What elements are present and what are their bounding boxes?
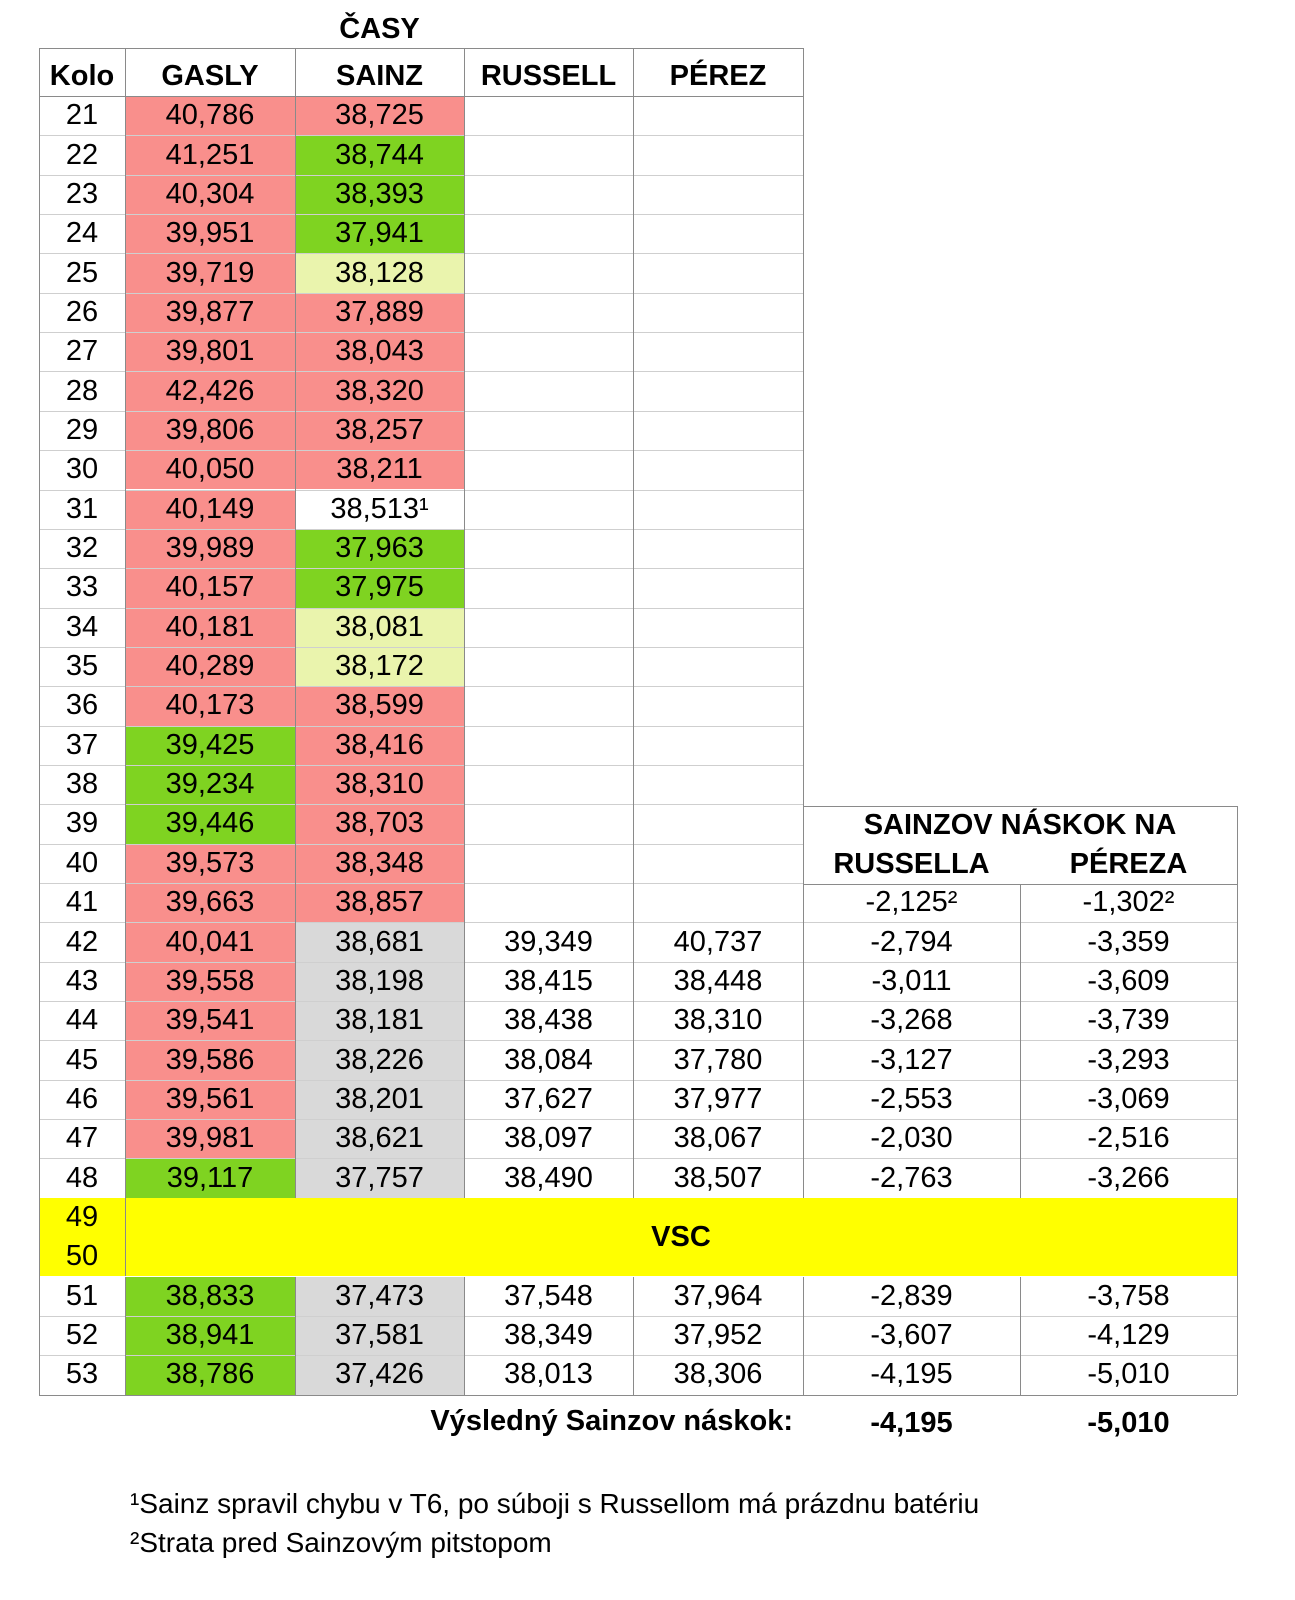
sainz-cell: 37,581 bbox=[295, 1316, 464, 1355]
row-separator bbox=[39, 883, 803, 884]
gap-russell-cell: -3,268 bbox=[870, 1004, 953, 1037]
sainz-cell: 37,757 bbox=[295, 1158, 464, 1197]
perez-cell bbox=[633, 529, 803, 568]
perez-cell bbox=[633, 371, 803, 410]
russell-cell bbox=[464, 450, 633, 489]
sainz-cell: 37,941 bbox=[295, 214, 464, 253]
perez-cell: 37,964 bbox=[673, 1279, 763, 1312]
right-border bbox=[1237, 806, 1238, 1395]
row-separator bbox=[39, 1001, 803, 1002]
gap-russell-cell: -3,011 bbox=[871, 964, 952, 997]
gap-russell-cell: -2,839 bbox=[870, 1279, 953, 1312]
row-separator bbox=[39, 804, 803, 805]
gasly-cell: 39,234 bbox=[125, 765, 295, 804]
row-separator bbox=[39, 1040, 803, 1041]
perez-cell bbox=[633, 608, 803, 647]
russell-cell: 38,097 bbox=[504, 1122, 593, 1155]
lap-cell: 36 bbox=[65, 689, 99, 722]
sainz-cell: 37,473 bbox=[295, 1277, 464, 1316]
vsc-lap-cell: 49 bbox=[65, 1200, 99, 1233]
gasly-cell: 40,050 bbox=[125, 450, 295, 489]
lap-cell: 24 bbox=[65, 217, 99, 250]
column-border bbox=[803, 1277, 804, 1395]
gap-perez-cell: -5,010 bbox=[1087, 1358, 1170, 1391]
column-border bbox=[125, 48, 126, 1198]
lap-cell: 45 bbox=[65, 1043, 99, 1076]
row-separator bbox=[39, 175, 803, 176]
sainz-cell: 38,181 bbox=[295, 1001, 464, 1040]
lap-cell: 28 bbox=[65, 374, 99, 407]
lap-cell: 35 bbox=[65, 650, 99, 683]
russell-cell bbox=[464, 175, 633, 214]
perez-cell bbox=[633, 450, 803, 489]
perez-cell: 38,310 bbox=[673, 1004, 763, 1037]
column-border bbox=[464, 1277, 465, 1395]
perez-cell bbox=[633, 490, 803, 529]
lap-cell: 37 bbox=[65, 728, 99, 761]
row-separator bbox=[39, 962, 803, 963]
gap-perez-cell: -2,516 bbox=[1087, 1122, 1170, 1155]
lap-cell: 25 bbox=[65, 256, 99, 289]
row-separator bbox=[39, 765, 803, 766]
row-separator bbox=[39, 1158, 803, 1159]
gasly-cell: 39,806 bbox=[125, 411, 295, 450]
row-separator bbox=[39, 135, 803, 136]
gasly-cell: 39,446 bbox=[125, 804, 295, 843]
sainz-cell: 38,744 bbox=[295, 135, 464, 174]
lap-cell: 47 bbox=[65, 1122, 99, 1155]
perez-cell bbox=[633, 253, 803, 292]
gap-russell-cell: -2,794 bbox=[870, 925, 953, 958]
gasly-cell: 39,951 bbox=[125, 214, 295, 253]
lap-cell: 32 bbox=[65, 532, 99, 565]
perez-cell bbox=[633, 96, 803, 135]
russell-cell: 38,490 bbox=[504, 1161, 593, 1194]
lap-cell: 31 bbox=[65, 492, 99, 525]
gap-perez-cell: -3,359 bbox=[1087, 925, 1170, 958]
russell-cell: 39,349 bbox=[504, 925, 593, 958]
sainz-cell: 38,513¹ bbox=[295, 490, 464, 529]
row-separator bbox=[39, 371, 803, 372]
sainz-cell: 37,975 bbox=[295, 568, 464, 607]
row-separator bbox=[39, 529, 803, 530]
row-separator bbox=[39, 922, 803, 923]
sainz-cell: 38,681 bbox=[295, 922, 464, 961]
final-perez: -5,010 bbox=[1087, 1406, 1170, 1439]
table-top-border bbox=[39, 48, 803, 49]
gasly-cell: 39,719 bbox=[125, 253, 295, 292]
gap-perez-cell: -3,266 bbox=[1087, 1161, 1170, 1194]
russell-cell bbox=[464, 135, 633, 174]
gasly-cell: 39,877 bbox=[125, 293, 295, 332]
row-separator bbox=[39, 1316, 1237, 1317]
sainz-cell: 38,172 bbox=[295, 647, 464, 686]
gap-russell-cell: -2,030 bbox=[870, 1122, 953, 1155]
sainz-cell: 37,889 bbox=[295, 293, 464, 332]
sainz-cell: 38,621 bbox=[295, 1119, 464, 1158]
perez-cell bbox=[633, 411, 803, 450]
lap-cell: 41 bbox=[65, 886, 99, 919]
perez-cell bbox=[633, 804, 803, 843]
lap-cell: 34 bbox=[65, 610, 99, 643]
footnote-1: ¹Sainz spravil chybu v T6, po súboji s Russellom má prázdnu batériu bbox=[130, 1488, 980, 1519]
russell-cell bbox=[464, 765, 633, 804]
header-perez: PÉREZ bbox=[669, 60, 767, 92]
row-separator bbox=[39, 293, 803, 294]
gasly-cell: 40,289 bbox=[125, 647, 295, 686]
lap-cell: 40 bbox=[65, 846, 99, 879]
perez-cell: 38,067 bbox=[673, 1122, 763, 1155]
gap-header-pereza: PÉREZA bbox=[1069, 848, 1188, 880]
gap-header-russella: RUSSELLA bbox=[833, 848, 990, 880]
perez-cell bbox=[633, 647, 803, 686]
lap-cell: 48 bbox=[65, 1161, 99, 1194]
gasly-cell: 40,157 bbox=[125, 568, 295, 607]
gap-perez-cell: -3,069 bbox=[1087, 1082, 1170, 1115]
russell-cell: 38,349 bbox=[504, 1319, 593, 1352]
gasly-cell: 40,181 bbox=[125, 608, 295, 647]
header-russell: RUSSELL bbox=[480, 60, 617, 92]
sainz-cell: 38,081 bbox=[295, 608, 464, 647]
perez-cell bbox=[633, 765, 803, 804]
lap-cell: 51 bbox=[65, 1279, 99, 1312]
gasly-cell: 38,833 bbox=[125, 1277, 295, 1316]
row-separator bbox=[39, 214, 803, 215]
row-separator bbox=[39, 686, 803, 687]
perez-cell: 38,306 bbox=[673, 1358, 763, 1391]
sainz-cell: 38,043 bbox=[295, 332, 464, 371]
header-gasly: GASLY bbox=[161, 60, 259, 92]
gap-perez-cell: -3,293 bbox=[1087, 1043, 1170, 1076]
russell-cell bbox=[464, 568, 633, 607]
column-border bbox=[295, 1277, 296, 1395]
row-separator bbox=[39, 647, 803, 648]
lap-cell: 42 bbox=[65, 925, 99, 958]
sainz-cell: 38,198 bbox=[295, 962, 464, 1001]
lap-cell: 53 bbox=[65, 1358, 99, 1391]
gap-perez-cell: -3,758 bbox=[1087, 1279, 1170, 1312]
gasly-cell: 38,941 bbox=[125, 1316, 295, 1355]
perez-cell bbox=[633, 293, 803, 332]
gasly-cell: 39,573 bbox=[125, 844, 295, 883]
gap-perez-cell: -3,739 bbox=[1087, 1004, 1170, 1037]
russell-cell: 37,548 bbox=[504, 1279, 593, 1312]
gasly-cell: 39,586 bbox=[125, 1040, 295, 1079]
column-border bbox=[464, 48, 465, 1198]
header-bottom-border bbox=[39, 96, 803, 97]
russell-cell bbox=[464, 96, 633, 135]
gasly-cell: 39,663 bbox=[125, 883, 295, 922]
perez-cell: 37,780 bbox=[673, 1043, 763, 1076]
gap-russell-cell: -4,195 bbox=[870, 1358, 953, 1391]
final-russell: -4,195 bbox=[870, 1406, 953, 1439]
russell-cell: 38,013 bbox=[504, 1358, 593, 1391]
lap-cell: 33 bbox=[65, 571, 99, 604]
gasly-cell: 39,981 bbox=[125, 1119, 295, 1158]
lap-cell: 22 bbox=[65, 138, 99, 171]
gasly-cell: 39,801 bbox=[125, 332, 295, 371]
column-border bbox=[633, 1277, 634, 1395]
lap-cell: 38 bbox=[65, 768, 99, 801]
russell-cell: 38,084 bbox=[504, 1043, 593, 1076]
row-separator bbox=[39, 1080, 803, 1081]
russell-cell bbox=[464, 804, 633, 843]
final-label: Výsledný Sainzov náskok: bbox=[430, 1405, 793, 1437]
lap-cell: 27 bbox=[65, 335, 99, 368]
gasly-cell: 40,304 bbox=[125, 175, 295, 214]
gap-perez-cell: -3,609 bbox=[1087, 964, 1170, 997]
perez-cell bbox=[633, 332, 803, 371]
perez-cell: 37,952 bbox=[673, 1319, 763, 1352]
russell-cell bbox=[464, 844, 633, 883]
gap-divider bbox=[1020, 1277, 1021, 1395]
perez-cell bbox=[633, 883, 803, 922]
gap-perez-cell: -1,302² bbox=[1082, 886, 1175, 919]
russell-cell: 37,627 bbox=[504, 1082, 593, 1115]
sainz-cell: 38,257 bbox=[295, 411, 464, 450]
table-bottom-border bbox=[39, 1395, 1237, 1396]
russell-cell bbox=[464, 647, 633, 686]
sainz-cell: 38,857 bbox=[295, 883, 464, 922]
sainz-cell: 38,416 bbox=[295, 726, 464, 765]
header-kolo: Kolo bbox=[49, 60, 115, 92]
russell-cell bbox=[464, 411, 633, 450]
sainz-cell: 38,310 bbox=[295, 765, 464, 804]
sainz-cell: 38,226 bbox=[295, 1040, 464, 1079]
gasly-cell: 38,786 bbox=[125, 1355, 295, 1394]
gasly-cell: 40,786 bbox=[125, 96, 295, 135]
column-border bbox=[125, 1277, 126, 1395]
column-border bbox=[125, 1198, 126, 1277]
gasly-cell: 39,989 bbox=[125, 529, 295, 568]
sainz-cell: 38,725 bbox=[295, 96, 464, 135]
russell-cell: 38,415 bbox=[504, 964, 593, 997]
lap-cell: 44 bbox=[65, 1004, 99, 1037]
gap-russell-cell: -2,763 bbox=[870, 1161, 953, 1194]
column-border bbox=[633, 48, 634, 1198]
gasly-cell: 41,251 bbox=[125, 135, 295, 174]
left-border bbox=[39, 48, 40, 1395]
gap-russell-cell: -2,125² bbox=[865, 886, 958, 919]
row-separator bbox=[39, 1355, 1237, 1356]
russell-cell: 38,438 bbox=[504, 1004, 593, 1037]
table-title: ČASY bbox=[339, 12, 420, 45]
lap-cell: 43 bbox=[65, 964, 99, 997]
gasly-cell: 42,426 bbox=[125, 371, 295, 410]
lap-cell: 26 bbox=[65, 295, 99, 328]
row-separator bbox=[39, 844, 803, 845]
header-sainz: SAINZ bbox=[336, 60, 423, 92]
vsc-label: VSC bbox=[651, 1220, 711, 1253]
sainz-cell: 38,703 bbox=[295, 804, 464, 843]
column-border bbox=[295, 48, 296, 1198]
russell-cell bbox=[464, 529, 633, 568]
perez-cell: 40,737 bbox=[673, 925, 763, 958]
footnote-2: ²Strata pred Sainzovým pitstopom bbox=[130, 1527, 552, 1558]
perez-cell bbox=[633, 214, 803, 253]
gasly-cell: 39,561 bbox=[125, 1080, 295, 1119]
russell-cell bbox=[464, 883, 633, 922]
perez-cell bbox=[633, 726, 803, 765]
sainz-cell: 38,201 bbox=[295, 1080, 464, 1119]
russell-cell bbox=[464, 490, 633, 529]
lap-cell: 23 bbox=[65, 177, 99, 210]
vsc-lap-cell: 50 bbox=[65, 1240, 99, 1273]
gap-divider bbox=[1020, 884, 1021, 1198]
row-separator bbox=[39, 253, 803, 254]
russell-cell bbox=[464, 214, 633, 253]
gap-perez-cell: -4,129 bbox=[1087, 1319, 1170, 1352]
row-separator bbox=[39, 1119, 803, 1120]
row-separator bbox=[39, 726, 803, 727]
lap-cell: 30 bbox=[65, 453, 99, 486]
gasly-cell: 40,173 bbox=[125, 686, 295, 725]
gap-russell-cell: -2,553 bbox=[870, 1082, 953, 1115]
sainz-cell: 38,393 bbox=[295, 175, 464, 214]
lap-cell: 52 bbox=[65, 1319, 99, 1352]
gasly-cell: 40,041 bbox=[125, 922, 295, 961]
lap-cell: 29 bbox=[65, 413, 99, 446]
row-separator bbox=[39, 332, 803, 333]
gap-russell-cell: -3,127 bbox=[870, 1043, 953, 1076]
russell-cell bbox=[464, 253, 633, 292]
sainz-cell: 38,599 bbox=[295, 686, 464, 725]
perez-cell bbox=[633, 135, 803, 174]
gap-top-border bbox=[803, 806, 1237, 807]
russell-cell bbox=[464, 293, 633, 332]
gap-russell-cell: -3,607 bbox=[870, 1319, 953, 1352]
row-separator bbox=[39, 608, 803, 609]
sainz-cell: 38,128 bbox=[295, 253, 464, 292]
gasly-cell: 39,541 bbox=[125, 1001, 295, 1040]
row-separator bbox=[39, 450, 803, 451]
russell-cell bbox=[464, 332, 633, 371]
lap-cell: 21 bbox=[65, 99, 99, 132]
russell-cell bbox=[464, 726, 633, 765]
column-border bbox=[803, 48, 804, 1198]
lap-cell: 39 bbox=[65, 807, 99, 840]
sainz-cell: 38,320 bbox=[295, 371, 464, 410]
gap-title: SAINZOV NÁSKOK NA bbox=[863, 809, 1177, 841]
gasly-cell: 40,149 bbox=[125, 490, 295, 529]
row-separator bbox=[39, 568, 803, 569]
perez-cell bbox=[633, 844, 803, 883]
russell-cell bbox=[464, 371, 633, 410]
russell-cell bbox=[464, 608, 633, 647]
lap-cell: 46 bbox=[65, 1082, 99, 1115]
perez-cell: 38,507 bbox=[673, 1161, 763, 1194]
sainz-cell: 37,426 bbox=[295, 1355, 464, 1394]
perez-cell bbox=[633, 686, 803, 725]
row-separator bbox=[39, 490, 803, 491]
gasly-cell: 39,117 bbox=[125, 1158, 295, 1197]
sainz-cell: 38,348 bbox=[295, 844, 464, 883]
sainz-cell: 37,963 bbox=[295, 529, 464, 568]
perez-cell: 38,448 bbox=[673, 964, 763, 997]
russell-cell bbox=[464, 686, 633, 725]
perez-cell bbox=[633, 175, 803, 214]
perez-cell bbox=[633, 568, 803, 607]
perez-cell: 37,977 bbox=[673, 1082, 763, 1115]
sainz-cell: 38,211 bbox=[295, 450, 464, 489]
gasly-cell: 39,558 bbox=[125, 962, 295, 1001]
gasly-cell: 39,425 bbox=[125, 726, 295, 765]
row-separator bbox=[39, 411, 803, 412]
